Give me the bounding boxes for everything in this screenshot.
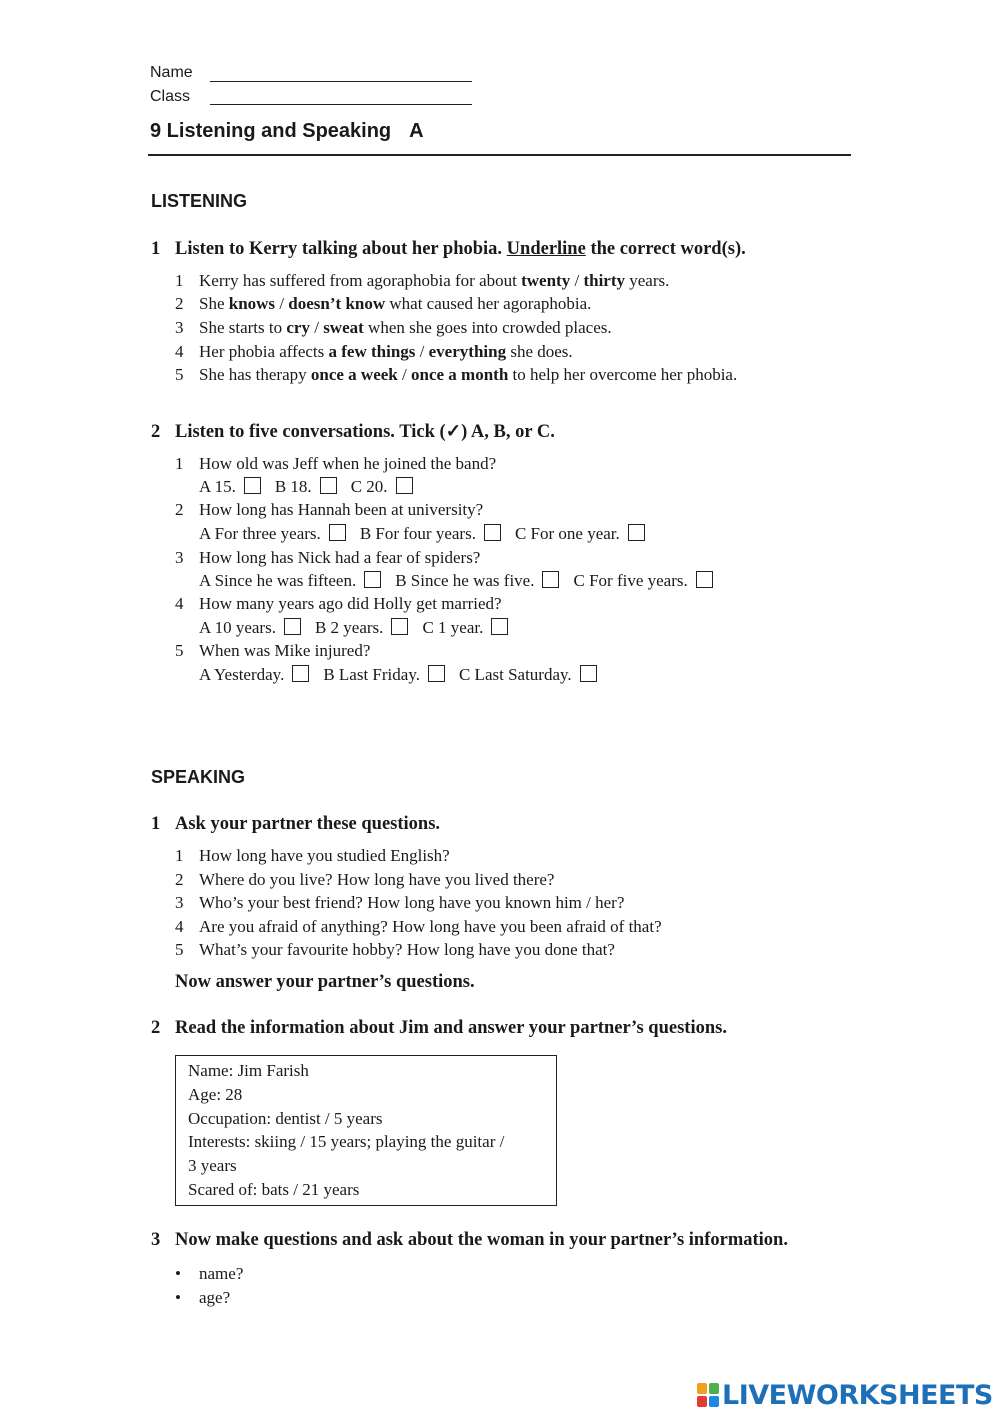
info-line: Interests: skiing / 15 years; playing the guitar / [188,1132,505,1152]
question-item [175,454,496,474]
option-c-label: C For five years. [573,571,688,590]
item-text: Are you afraid of anything? How long have you been afraid of that? [199,917,662,936]
item-text: She starts to [199,318,283,337]
item-question: How long has Hannah been at university? [199,500,484,519]
checkbox-b[interactable] [320,477,337,494]
class-label: Class [150,88,191,105]
class-field[interactable] [210,104,472,105]
word-option-a[interactable]: a few things [328,342,416,361]
word-option-b[interactable]: thirty [583,271,625,290]
checkbox-a[interactable] [329,524,346,541]
logo-mark-icon [697,1383,719,1407]
info-line: Age: 28 [188,1084,243,1104]
item-number: 5 [175,940,184,959]
item-number: 4 [175,342,184,361]
list-item [175,917,662,937]
option-a-label: A 10 years. [199,618,276,637]
checkbox-b[interactable] [484,524,501,541]
options-row [199,665,597,685]
page-title-text: 9 Listening and Speaking [150,120,392,142]
checkbox-c[interactable] [396,477,413,494]
question-number: 2 [151,1018,161,1038]
info-line: Name: Jim Farish [188,1061,309,1080]
item-text: She has therapy [199,365,307,384]
list-item [175,318,612,338]
item-number: 3 [175,893,184,912]
option-b-label: B 2 years. [314,618,384,637]
item-number: 2 [175,870,184,889]
option-b-label: B For four years. [359,524,476,543]
item-number: 3 [175,548,184,567]
option-b-label: B 18. [274,477,312,496]
checkbox-a[interactable] [364,571,381,588]
checkbox-c[interactable] [491,618,508,635]
item-number: 1 [175,846,184,865]
item-text: Where do you live? How long have you lived there? [199,870,555,889]
speaking-q2-heading [151,1018,727,1039]
page-title-version: A [409,120,424,142]
item-number: 5 [175,641,184,660]
list-item [175,893,624,913]
question-item [175,594,502,614]
word-option-a[interactable]: twenty [521,271,571,290]
checkbox-b[interactable] [391,618,408,635]
separator: / [402,365,407,384]
item-text: What’s your favourite hobby? How long have you done that? [199,940,615,959]
word-option-b[interactable]: sweat [323,318,364,337]
bullet-text: name? [199,1264,244,1283]
bullet-text: age? [199,1288,231,1307]
question-text: Listen to Kerry talking about her phobia. [175,239,503,259]
page-title [150,120,424,143]
item-number: 3 [175,318,184,337]
checkbox-b[interactable] [542,571,559,588]
question-item [175,641,370,661]
bullet-marker: • [175,1264,181,1283]
question-text-end: the correct word(s). [590,239,746,259]
item-text: Her phobia affects [199,342,325,361]
options-row [199,571,713,591]
options-row [199,618,508,638]
name-field[interactable] [210,81,472,82]
title-divider [148,154,851,156]
liveworksheets-logo[interactable] [697,1380,993,1410]
question-text: Now make questions and ask about the woman in your partner’s information. [175,1230,788,1250]
item-text: Kerry has suffered from agoraphobia for about [199,271,517,290]
item-question: When was Mike injured? [199,641,371,660]
item-number: 2 [175,500,184,519]
info-card [175,1055,557,1206]
question-item [175,548,480,568]
speaking-q1-heading [151,814,440,835]
option-a-label: A Yesterday. [199,665,285,684]
checkbox-c[interactable] [580,665,597,682]
bullet-item [175,1288,230,1308]
item-question: How long has Nick had a fear of spiders? [199,548,481,567]
speaking-q3-heading [151,1230,788,1251]
item-text-end: years. [629,271,670,290]
option-c-label: C For one year. [514,524,620,543]
info-line: Occupation: dentist / 5 years [188,1108,383,1128]
item-number: 5 [175,365,184,384]
option-a-label: A 15. [199,477,236,496]
listening-heading: LISTENING [151,191,248,211]
question-number: 1 [151,239,161,259]
option-c-label: C 20. [350,477,388,496]
question-item [175,500,483,520]
item-number: 4 [175,594,184,613]
item-text-end: she does. [510,342,573,361]
info-line: 3 years [188,1156,237,1176]
word-option-a[interactable]: cry [286,318,310,337]
list-item [175,365,737,385]
logo-text: LIVEWORKSHEETS [722,1379,993,1411]
item-number: 1 [175,271,184,290]
item-number: 2 [175,294,184,313]
speaking-q1-followup: Now answer your partner’s questions. [175,972,475,992]
question-number: 2 [151,422,161,442]
underline-word: Underline [506,239,586,259]
item-text: How long have you studied English? [199,846,450,865]
option-b-label: B Since he was five. [395,571,535,590]
item-number: 1 [175,454,184,473]
list-item [175,271,669,291]
item-text-end: to help her overcome her phobia. [512,365,738,384]
checkbox-a[interactable] [244,477,261,494]
word-option-a[interactable]: once a week [310,365,398,384]
checkbox-c[interactable] [696,571,713,588]
checkbox-a[interactable] [284,618,301,635]
list-item [175,846,450,866]
checkbox-c[interactable] [628,524,645,541]
listening-q1-heading [151,239,746,260]
checkbox-b[interactable] [428,665,445,682]
item-text: Who’s your best friend? How long have you known him / her? [199,893,625,912]
separator: / [419,342,425,361]
checkbox-a[interactable] [292,665,309,682]
question-text: Listen to five conversations. Tick (✓) A, B, or C. [175,422,555,442]
separator: / [314,318,319,337]
logo-square-icon [709,1396,719,1407]
name-label: Name [150,64,193,81]
word-option-b[interactable]: everything [428,342,507,361]
item-text-end: what caused her agoraphobia. [389,294,592,313]
word-option-a[interactable]: knows [228,294,276,313]
options-row [199,477,413,497]
item-text: She [199,294,225,313]
item-question: How many years ago did Holly get married? [199,594,502,613]
bullet-marker: • [175,1288,181,1307]
question-text: Ask your partner these questions. [175,814,441,834]
list-item [175,294,591,314]
list-item [175,940,615,960]
option-a-label: A For three years. [199,524,321,543]
speaking-heading: SPEAKING [151,767,246,787]
word-option-b[interactable]: once a month [411,365,509,384]
logo-square-icon [709,1383,719,1394]
info-line: Scared of: bats / 21 years [188,1179,360,1199]
question-number: 1 [151,814,161,834]
option-b-label: B Last Friday. [323,665,420,684]
option-c-label: C Last Saturday. [458,665,572,684]
option-a-label: A Since he was fifteen. [199,571,357,590]
bullet-item [175,1264,243,1284]
option-c-label: C 1 year. [422,618,484,637]
list-item [175,342,573,362]
item-number: 4 [175,917,184,936]
logo-square-icon [697,1396,707,1407]
separator: / [279,294,285,313]
list-item [175,870,554,890]
listening-q2-heading [151,421,555,443]
separator: / [574,271,580,290]
options-row [199,524,645,544]
question-number: 3 [151,1230,161,1250]
word-option-b[interactable]: doesn’t know [288,294,386,313]
item-text-end: when she goes into crowded places. [368,318,612,337]
item-question: How old was Jeff when he joined the band? [199,454,497,473]
logo-square-icon [697,1383,707,1394]
question-text: Read the information about Jim and answer your partner’s questions. [175,1018,727,1038]
